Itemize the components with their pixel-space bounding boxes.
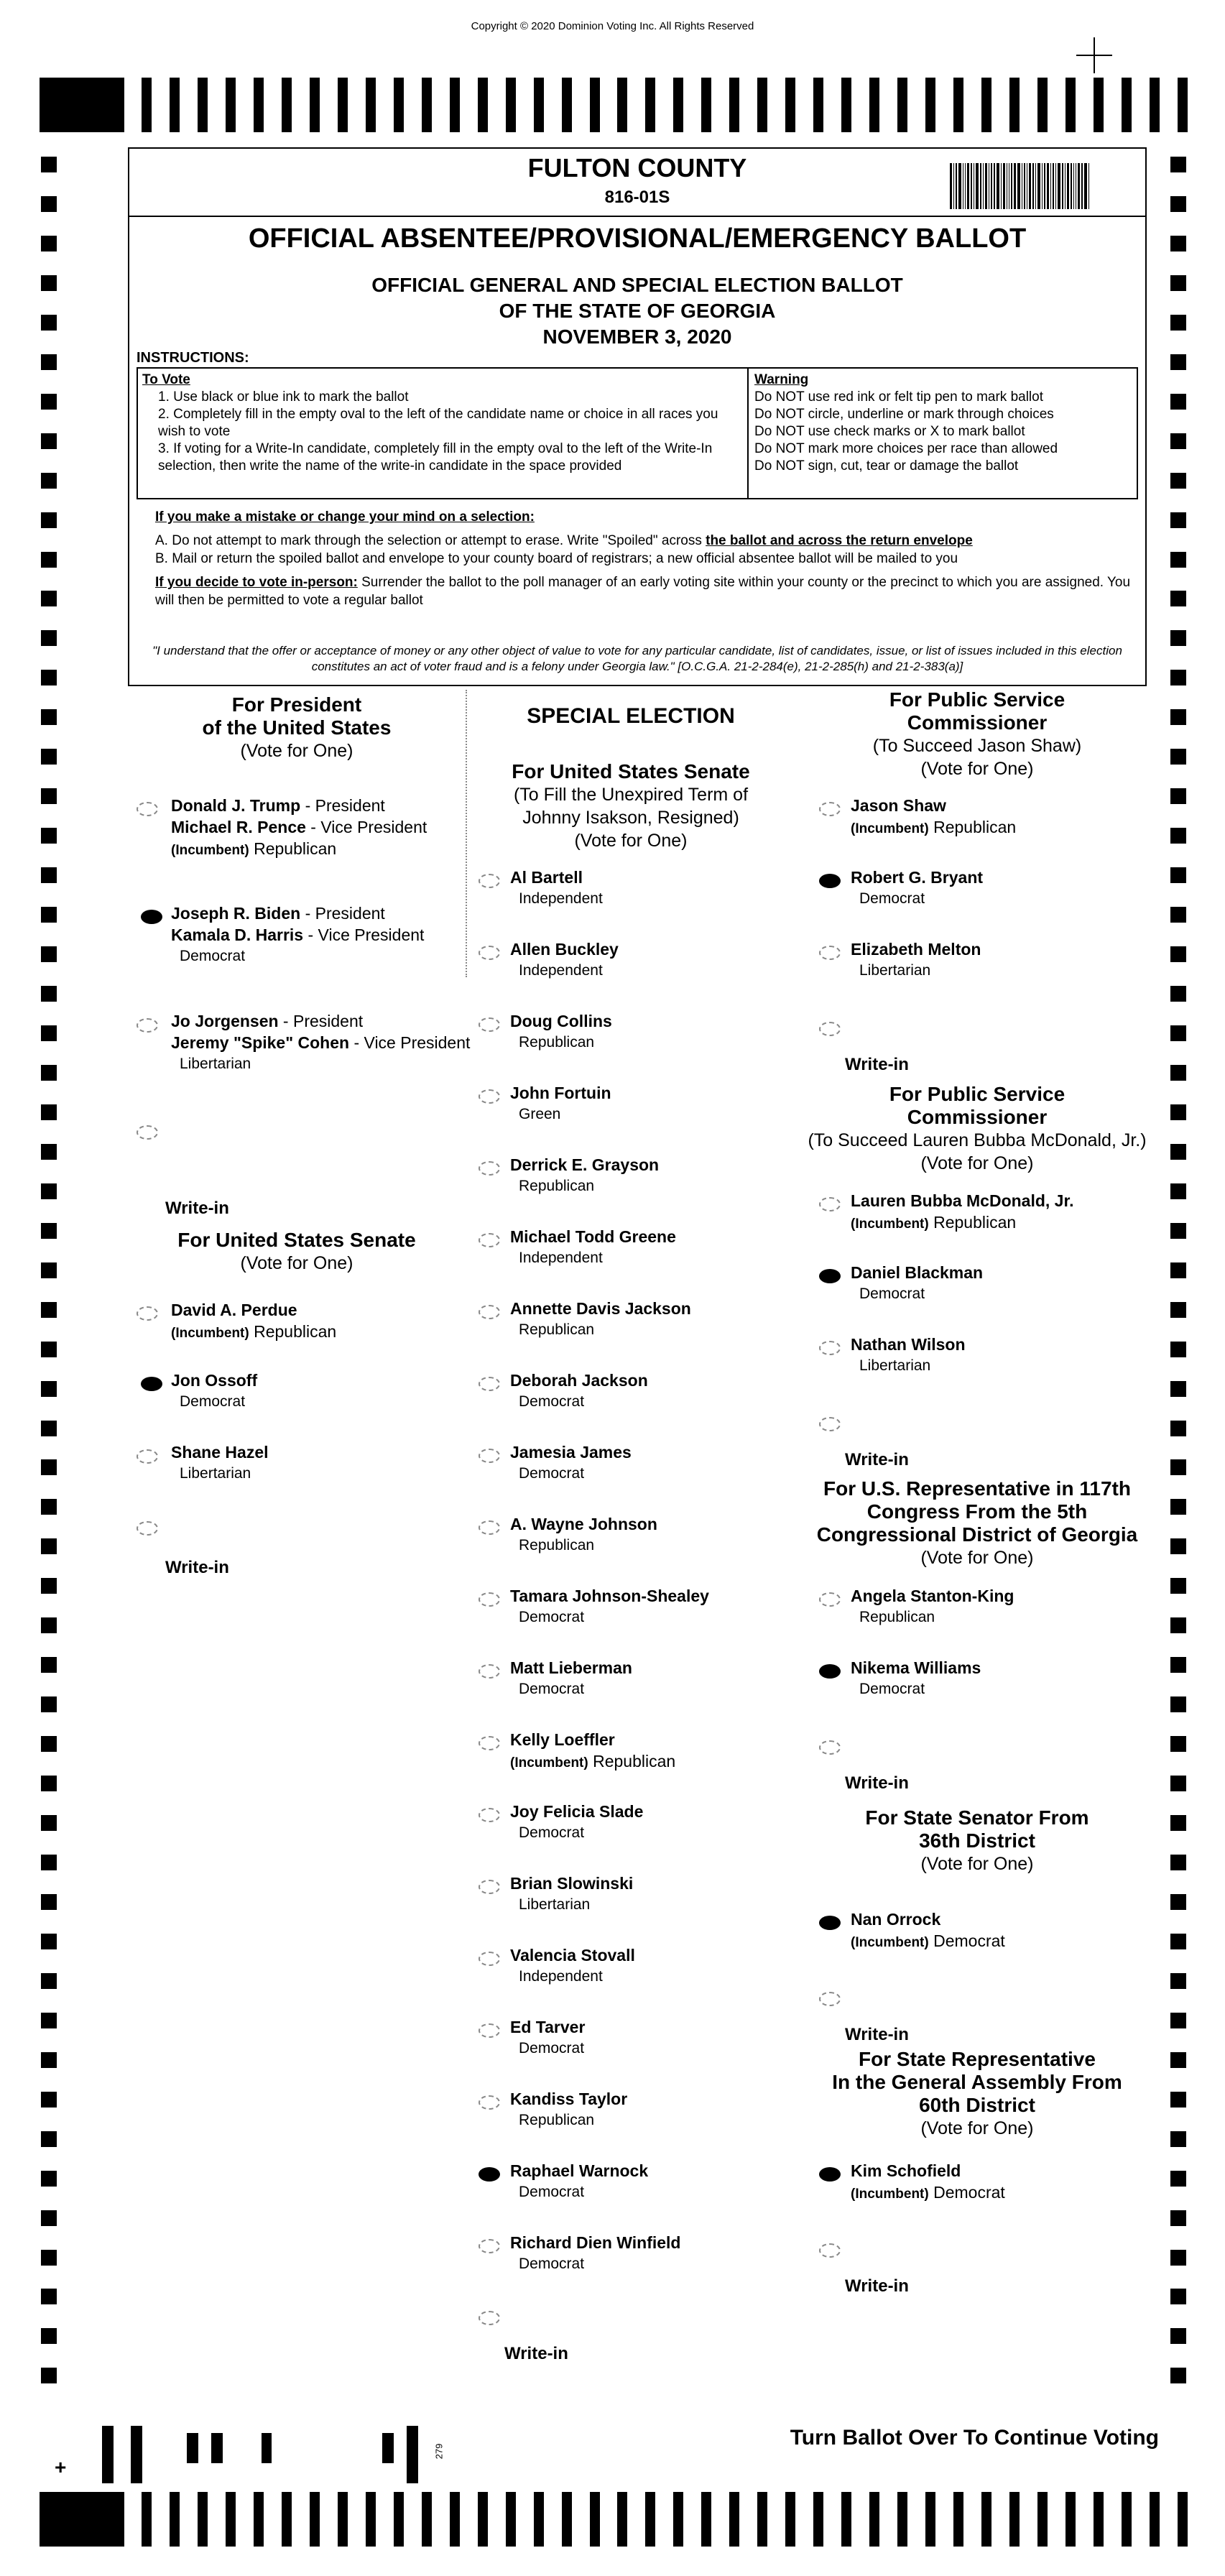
candidate-party: Democrat [519, 1393, 585, 1410]
oval-nikema-williams[interactable] [819, 1664, 841, 1679]
candidate-party: Republican [519, 1034, 595, 1051]
race-title: For United States Senate [177, 1229, 416, 1251]
candidate-party: Democrat [519, 2184, 585, 2200]
race-title: Congressional District of Georgia [816, 1523, 1138, 1546]
candidate-name: Jeremy "Spike" Cohen [171, 1033, 350, 1052]
candidate-affiliation [851, 1211, 1074, 1235]
candidate-derrick-e-grayson [510, 1154, 659, 1197]
candidate-angela-stanton-king [851, 1585, 1014, 1628]
candidate-kelly-loeffler [510, 1729, 675, 1774]
house-writein-label: Write-in [845, 1773, 909, 1793]
subtitle-line-2: OF THE STATE OF GEORGIA [499, 300, 776, 322]
oval-hazel[interactable] [137, 1449, 158, 1464]
race-subtitle: (To Succeed Lauren Bubba McDonald, Jr.) [808, 1130, 1147, 1150]
oval-allen-buckley[interactable] [479, 946, 500, 960]
warning-item: Do NOT circle, underline or mark through choices [754, 407, 1054, 422]
instruction-step: 3. If voting for a Write-In candidate, completely fill in the empty oval to the left of the Write-In selection, then write the name of the write-in candidate in the space provided [158, 441, 713, 474]
top-timing-marks [40, 78, 1188, 132]
candidate-party: Republican [254, 839, 337, 858]
vote-for-one: (Vote for One) [920, 1153, 1034, 1173]
race-title: 60th District [919, 2094, 1035, 2116]
mistake-a: A. Do not attempt to mark through the selection or attempt to erase. Write "Spoiled" across [155, 533, 706, 548]
race-state-rep-header [805, 2048, 1150, 2140]
race-house-header [805, 1477, 1150, 1569]
candidate-name: Tamara Johnson-Shealey [510, 1587, 709, 1605]
candidate-party: Democrat [519, 1681, 585, 1697]
right-timing-marks [1170, 157, 1186, 2384]
turn-over-notice: Turn Ballot Over To Continue Voting [790, 2426, 1159, 2450]
oval-angela-stanton-king[interactable] [819, 1592, 841, 1607]
ballot-title: OFFICIAL ABSENTEE/PROVISIONAL/EMERGENCY BALLOT [248, 223, 1027, 254]
candidate-name: Jon Ossoff [171, 1371, 258, 1390]
oval-president-writein[interactable] [137, 1125, 158, 1140]
instructions-box [137, 367, 1138, 499]
warning-item: Do NOT sign, cut, tear or damage the ballot [754, 458, 1019, 474]
candidate-name: Nikema Williams [851, 1658, 981, 1677]
race-title: Congress From the 5th [866, 1500, 1088, 1523]
race-title: For U.S. Representative in 117th [823, 1477, 1131, 1500]
candidate-name: Valencia Stovall [510, 1946, 635, 1965]
psc2-writein-label: Write-in [845, 1450, 909, 1469]
candidate-al-bartell [510, 867, 603, 910]
candidate-allen-buckley [510, 938, 619, 982]
candidate-annette-davis-jackson [510, 1298, 691, 1341]
candidate-party: Democrat [933, 1931, 1005, 1950]
race-title: 36th District [919, 1829, 1035, 1852]
candidate-party: Libertarian [859, 1357, 931, 1374]
candidate-hazel [171, 1441, 269, 1485]
state_senate-writein-label: Write-in [845, 2025, 909, 2044]
candidate-role: - President [300, 796, 385, 815]
president-writein-label: Write-in [165, 1199, 229, 1218]
candidate-affiliation [851, 816, 1016, 840]
candidate-name: Michael Todd Greene [510, 1227, 676, 1246]
inperson-heading: If you decide to vote in-person: [155, 575, 358, 590]
candidate-party: Republican [254, 1322, 337, 1341]
race-state-senate-header [805, 1806, 1150, 1875]
candidate-trump [171, 795, 427, 862]
race-senate-header [128, 1229, 466, 1275]
oval-derrick-e-grayson[interactable] [479, 1161, 500, 1176]
candidate-matt-lieberman [510, 1657, 632, 1700]
instruction-step: 1. Use black or blue ink to mark the ballot [158, 389, 409, 405]
oval-deborah-jackson[interactable] [479, 1377, 500, 1391]
oval-nan-orrock[interactable] [819, 1916, 841, 1930]
candidate-name: Raphael Warnock [510, 2161, 649, 2180]
legal-notice: "I understand that the offer or acceptance of money or any other object of value to vote for any particular candidate, list of candidates, issue, or list of issues included in this election constitutes an act of voter fraud and is a felony under Georgia law." [O.C.G.A. 21-2-284(e), 21-2-285(h) and 21-2-383(a)] [152, 644, 1122, 673]
inperson-text: Surrender the ballot to the poll manager of an early voting site within your county or the precinct to which you are assigned. You will then be permitted to vote a regular ballot [155, 575, 1131, 608]
oval-richard-dien-winfield[interactable] [479, 2239, 500, 2253]
election-date: NOVEMBER 3, 2020 [542, 326, 732, 348]
candidate-party: Republican [519, 2112, 595, 2128]
candidate-party: Democrat [180, 1393, 246, 1410]
race-psc2-header [805, 1083, 1150, 1175]
candidate-party: Democrat [859, 1285, 925, 1302]
race-subtitle: (To Fill the Unexpired Term of [513, 785, 749, 805]
oval-biden[interactable] [141, 910, 162, 924]
oval-psc1-writein[interactable] [819, 1022, 841, 1036]
left-timing-marks [41, 157, 57, 2384]
candidate-biden [171, 902, 424, 967]
candidate-richard-dien-winfield [510, 2232, 680, 2275]
candidate-jason-shaw [851, 795, 1016, 840]
candidate-name: Jo Jorgensen [171, 1012, 279, 1030]
ballot-serial: 279 [433, 2443, 445, 2460]
candidate-nathan-wilson [851, 1334, 966, 1377]
mistake-instructions [155, 508, 1138, 615]
race-title: In the General Assembly From [832, 2071, 1122, 2093]
vote-for-one: (Vote for One) [574, 831, 688, 851]
warning-item: Do NOT use red ink or felt tip pen to mark ballot [754, 389, 1043, 405]
candidate-party: Democrat [933, 2183, 1005, 2202]
candidate-affiliation [851, 2182, 1005, 2205]
bottom-timing-marks [40, 2492, 1188, 2547]
race-title: Commissioner [907, 711, 1048, 734]
candidate-nan-orrock [851, 1908, 1005, 1954]
candidate-role: - Vice President [305, 818, 427, 836]
candidate-kandiss-taylor [510, 2088, 627, 2131]
vote-for-one: (Vote for One) [920, 2118, 1034, 2138]
subtitle-line-1: OFFICIAL GENERAL AND SPECIAL ELECTION BALLOT [371, 274, 903, 296]
oval-perdue[interactable] [137, 1306, 158, 1321]
ballot-header [128, 147, 1147, 686]
mistake-heading: If you make a mistake or change your mind on a selection: [155, 509, 535, 525]
oval-robert-g-bryant[interactable] [819, 874, 841, 888]
candidate-name: Jason Shaw [851, 796, 946, 815]
candidate-tamara-johnson-shealey [510, 1585, 709, 1628]
instructions-label: INSTRUCTIONS: [137, 350, 249, 366]
warning-section [749, 369, 1137, 504]
candidate-party: Independent [519, 1968, 603, 1985]
race-title: For United States Senate [512, 760, 750, 783]
incumbent-badge: (Incumbent) [851, 2187, 929, 2202]
candidate-name: Kim Schofield [851, 2161, 961, 2180]
oval-psc2-writein[interactable] [819, 1417, 841, 1431]
candidate-doug-collins [510, 1010, 612, 1053]
candidate-name: Shane Hazel [171, 1443, 269, 1462]
candidate-party: Libertarian [859, 962, 931, 979]
mistake-a-bold: the ballot and across the return envelope [706, 533, 973, 548]
incumbent-badge: (Incumbent) [171, 843, 249, 858]
oval-brian-slowinski[interactable] [479, 1880, 500, 1894]
candidate-daniel-blackman [851, 1262, 983, 1305]
candidate-party: Libertarian [180, 1056, 251, 1072]
candidate-name: Annette Davis Jackson [510, 1299, 691, 1318]
race-title: For President [231, 693, 362, 716]
candidate-name: Kamala D. Harris [171, 925, 304, 944]
oval-elizabeth-melton[interactable] [819, 946, 841, 960]
oval-ed-tarver[interactable] [479, 2023, 500, 2038]
oval-annette-davis-jackson[interactable] [479, 1305, 500, 1319]
candidate-party: Republican [519, 1321, 595, 1338]
candidate-party: Libertarian [519, 1896, 591, 1913]
oval-kandiss-taylor[interactable] [479, 2095, 500, 2110]
candidate-party: Green [519, 1106, 561, 1122]
oval-michael-todd-greene[interactable] [479, 1233, 500, 1247]
candidate-brian-slowinski [510, 1873, 633, 1916]
vote-for-one: (Vote for One) [920, 1548, 1034, 1568]
candidate-name: Allen Buckley [510, 940, 619, 959]
oval-trump[interactable] [137, 802, 158, 816]
candidate-party: Independent [519, 890, 603, 907]
candidate-name: Nan Orrock [851, 1910, 941, 1929]
race-psc1-header [805, 688, 1150, 780]
candidate-name: David A. Perdue [171, 1301, 297, 1319]
bottom-code-marks [102, 2426, 447, 2483]
warning-item: Do NOT mark more choices per race than allowed [754, 441, 1058, 456]
candidate-name: Nathan Wilson [851, 1335, 966, 1354]
candidate-name: Deborah Jackson [510, 1371, 648, 1390]
mistake-b: B. Mail or return the spoiled ballot and envelope to your county board of registrars; a new official absentee ballot will be mailed to you [155, 551, 958, 566]
oval-ossoff[interactable] [141, 1377, 162, 1391]
candidate-party: Democrat [519, 2040, 585, 2056]
candidate-party: Republican [933, 818, 1017, 836]
candidate-name: A. Wayne Johnson [510, 1515, 657, 1533]
oval-special-writein[interactable] [479, 2311, 500, 2325]
oval-raphael-warnock[interactable] [479, 2167, 500, 2182]
oval-al-bartell[interactable] [479, 874, 500, 888]
candidate-name: Derrick E. Grayson [510, 1155, 660, 1174]
oval-lauren-bubba-mcdonald-jr[interactable] [819, 1197, 841, 1211]
oval-matt-lieberman[interactable] [479, 1664, 500, 1679]
candidate-role: - President [300, 904, 385, 923]
candidate-name: Jamesia James [510, 1443, 632, 1462]
candidate-party: Independent [519, 1250, 603, 1266]
candidate-party: Democrat [519, 2256, 585, 2272]
candidate-name: Joseph R. Biden [171, 904, 301, 923]
candidate-deborah-jackson [510, 1370, 648, 1413]
incumbent-badge: (Incumbent) [851, 1217, 929, 1232]
oval-jorgensen[interactable] [137, 1018, 158, 1033]
candidate-role: - Vice President [349, 1033, 471, 1052]
instruction-step: 2. Completely fill in the empty oval to the left of the candidate name or choice in all races you wish to vote [158, 407, 718, 439]
candidate-name: Kelly Loeffler [510, 1730, 615, 1749]
vote-for-one: (Vote for One) [240, 741, 353, 761]
race-subtitle: (To Succeed Jason Shaw) [872, 736, 1082, 756]
oval-nathan-wilson[interactable] [819, 1341, 841, 1355]
special-writein-label: Write-in [504, 2344, 568, 2363]
candidate-name: John Fortuin [510, 1084, 611, 1102]
candidate-party: Democrat [519, 1824, 585, 1841]
candidate-kim-schofield [851, 2160, 1005, 2205]
race-title: For Public Service [889, 1083, 1065, 1105]
candidate-name: Al Bartell [510, 868, 583, 887]
oval-valencia-stovall[interactable] [479, 1952, 500, 1966]
candidate-name: Daniel Blackman [851, 1263, 984, 1282]
candidate-perdue [171, 1299, 336, 1344]
oval-joy-felicia-slade[interactable] [479, 1808, 500, 1822]
candidate-name: Lauren Bubba McDonald, Jr. [851, 1191, 1074, 1210]
senate-writein-label: Write-in [165, 1558, 229, 1577]
race-subtitle: Johnny Isakson, Resigned) [522, 808, 739, 828]
candidate-party: Libertarian [180, 1465, 251, 1482]
candidate-michael-todd-greene [510, 1226, 676, 1269]
candidate-party: Republican [933, 1213, 1017, 1232]
oval-kim-schofield[interactable] [819, 2167, 841, 2182]
candidate-ed-tarver [510, 2016, 585, 2059]
candidate-robert-g-bryant [851, 867, 983, 910]
candidate-nikema-williams [851, 1657, 981, 1700]
oval-state_rep-writein[interactable] [819, 2243, 841, 2258]
candidate-name: Ed Tarver [510, 2018, 586, 2036]
warning-heading: Warning [754, 372, 809, 387]
candidate-ossoff [171, 1370, 257, 1413]
candidate-name: Angela Stanton-King [851, 1587, 1014, 1605]
registration-mark-icon [1076, 37, 1112, 73]
candidate-role: - Vice President [303, 925, 425, 944]
candidate-name: Michael R. Pence [171, 818, 306, 836]
vote-for-one: (Vote for One) [920, 1854, 1034, 1874]
state_rep-writein-label: Write-in [845, 2276, 909, 2296]
race-title: For State Representative [859, 2048, 1096, 2070]
race-special-senate-header [466, 760, 796, 852]
psc1-writein-label: Write-in [845, 1055, 909, 1074]
incumbent-badge: (Incumbent) [851, 1935, 929, 1950]
oval-john-fortuin[interactable] [479, 1089, 500, 1104]
oval-state_senate-writein[interactable] [819, 1992, 841, 2006]
candidate-a-wayne-johnson [510, 1513, 657, 1556]
ballot-code: 816-01S [604, 188, 670, 207]
race-title: For Public Service [889, 688, 1065, 711]
county-name: FULTON COUNTY [527, 153, 747, 183]
barcode-icon [950, 163, 1135, 209]
candidate-raphael-warnock [510, 2160, 648, 2203]
candidate-party: Democrat [519, 1609, 585, 1625]
candidate-party: Democrat [519, 1465, 585, 1482]
oval-house-writein[interactable] [819, 1740, 841, 1755]
candidate-party: Republican [593, 1752, 676, 1771]
candidate-party: Democrat [180, 948, 246, 964]
candidate-party: Independent [519, 962, 603, 979]
to-vote-heading: To Vote [142, 372, 190, 387]
candidate-valencia-stovall [510, 1944, 635, 1988]
ballot-subtitle [129, 272, 1145, 350]
candidate-elizabeth-melton [851, 938, 981, 982]
candidate-party: Republican [519, 1178, 595, 1194]
incumbent-badge: (Incumbent) [510, 1755, 588, 1771]
candidate-party: Democrat [859, 890, 925, 907]
oval-doug-collins[interactable] [479, 1017, 500, 1032]
candidate-john-fortuin [510, 1082, 611, 1125]
plus-icon: + [55, 2456, 67, 2478]
candidate-name: Kandiss Taylor [510, 2090, 628, 2108]
candidate-name: Robert G. Bryant [851, 868, 984, 887]
candidate-jamesia-james [510, 1441, 632, 1485]
oval-jason-shaw[interactable] [819, 802, 841, 816]
candidate-affiliation [510, 1750, 675, 1774]
race-title: For State Senator From [865, 1806, 1089, 1829]
incumbent-badge: (Incumbent) [851, 821, 929, 836]
candidate-name: Elizabeth Melton [851, 940, 981, 959]
candidate-name: Joy Felicia Slade [510, 1802, 644, 1821]
warning-item: Do NOT use check marks or X to mark ballot [754, 424, 1025, 439]
candidate-party: Republican [519, 1537, 595, 1554]
candidate-affiliation [851, 1930, 1005, 1954]
candidate-party: Republican [859, 1609, 935, 1625]
race-president-header [128, 693, 466, 762]
vote-for-one: (Vote for One) [920, 759, 1034, 779]
incumbent-badge: (Incumbent) [171, 1326, 249, 1341]
candidate-name: Matt Lieberman [510, 1658, 632, 1677]
candidate-name: Doug Collins [510, 1012, 612, 1030]
race-title: of the United States [202, 716, 392, 739]
candidate-jorgensen [171, 1010, 470, 1075]
oval-tamara-johnson-shealey[interactable] [479, 1592, 500, 1607]
candidate-name: Donald J. Trump [171, 796, 301, 815]
oval-kelly-loeffler[interactable] [479, 1736, 500, 1750]
candidate-role: - President [278, 1012, 364, 1030]
candidate-lauren-bubba-mcdonald-jr [851, 1190, 1074, 1235]
oval-senate-writein[interactable] [137, 1521, 158, 1536]
oval-a-wayne-johnson[interactable] [479, 1520, 500, 1535]
oval-jamesia-james[interactable] [479, 1449, 500, 1463]
special-election-heading: SPECIAL ELECTION [527, 704, 735, 728]
race-title: Commissioner [907, 1106, 1048, 1128]
vote-for-one: (Vote for One) [240, 1253, 353, 1273]
candidate-party: Democrat [859, 1681, 925, 1697]
to-vote-section [138, 369, 749, 498]
copyright-notice: Copyright © 2020 Dominion Voting Inc. All Rights Reserved [471, 20, 754, 32]
candidate-joy-felicia-slade [510, 1801, 643, 1844]
candidate-name: Brian Slowinski [510, 1874, 634, 1893]
oval-daniel-blackman[interactable] [819, 1269, 841, 1283]
candidate-name: Richard Dien Winfield [510, 2233, 681, 2252]
